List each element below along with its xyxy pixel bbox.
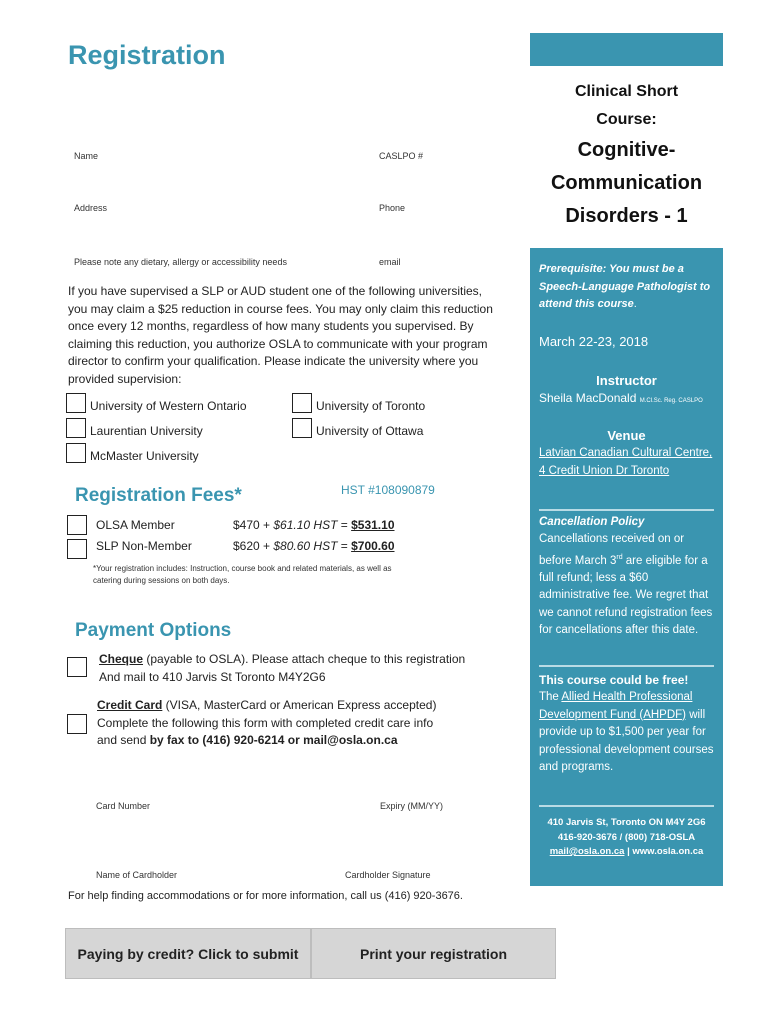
- hst-number: HST #108090879: [341, 483, 435, 497]
- card-number-field[interactable]: Card Number: [96, 801, 151, 811]
- sidebar-panel: [530, 248, 723, 886]
- contact-address: 410 Jarvis St, Toronto ON M4Y 2G6: [547, 817, 706, 828]
- checkbox-ottawa[interactable]: [292, 418, 312, 438]
- label-laurentian: Laurentian University: [90, 424, 203, 438]
- cancellation-policy: Cancellations received on or before March 3rd are eligible for a full refund; less a $60 administrative fee. We regret that we cannot refund registration fees for cancellations after this date.: [539, 533, 713, 637]
- course-line2: Course:: [596, 111, 657, 128]
- venue-link[interactable]: Latvian Canadian Cultural Centre, 4 Credit Union Dr Toronto: [539, 447, 713, 477]
- course-date: March 22-23, 2018: [539, 334, 649, 349]
- free-heading: This course could be free!: [539, 673, 689, 687]
- label-ottawa: University of Ottawa: [316, 424, 424, 438]
- supervision-text: If you have supervised a SLP or AUD student one of the following universities, you may claim a $25 reduction in course fees. You may only claim this reduction once every 12 months, regardless of how many students you supervised. By claiming this reduction, you authorize OSLA to communicate with your program director to confirm your qualification. Please indicate the university where you provided supervision:: [68, 284, 493, 386]
- separator: [539, 665, 714, 667]
- course-title-3: Disorders - 1: [565, 205, 688, 227]
- course-title-1: Cognitive-: [577, 139, 676, 161]
- label-western: University of Western Ontario: [90, 399, 247, 413]
- label-toronto: University of Toronto: [316, 399, 426, 413]
- course-line1: Clinical Short: [574, 83, 679, 100]
- checkbox-mcmaster[interactable]: [66, 443, 86, 463]
- checkbox-cheque[interactable]: [67, 657, 87, 677]
- checkbox-western[interactable]: [66, 393, 86, 413]
- dietary-field[interactable]: Please note any dietary, allergy or accessibility needs: [74, 257, 287, 267]
- sidebar-top-bar: [530, 33, 723, 66]
- venue-heading: Venue: [607, 428, 646, 443]
- separator: [539, 509, 714, 511]
- ahpdf-link[interactable]: Allied Health Professional Development Fund (AHPDF): [539, 691, 693, 721]
- checkbox-laurentian[interactable]: [66, 418, 86, 438]
- cardholder-signature-field[interactable]: Cardholder Signature: [345, 870, 431, 880]
- payment-heading: Payment Options: [75, 620, 232, 641]
- submit-button[interactable]: Paying by credit? Click to submit: [65, 928, 311, 979]
- checkbox-olsa-member[interactable]: [67, 515, 87, 535]
- fee-amount-non-member: $620 + $80.60 HST = $700.60: [233, 539, 395, 553]
- prerequisite: Prerequisite: You must be a Speech-Language Pathologist to attend this course.: [539, 263, 711, 310]
- ahpdf-text: The Allied Health Professional Development Fund (AHPDF) will provide up to $1,500 per year for professional development courses and programs.: [539, 691, 714, 773]
- address-field[interactable]: Address: [74, 203, 108, 213]
- help-text: For help finding accommodations or for more information, call us (416) 920-3676.: [68, 890, 463, 902]
- caslpo-field[interactable]: CASLPO #: [379, 151, 424, 161]
- fee-amount-member: $470 + $61.10 HST = $531.10: [233, 518, 395, 532]
- checkbox-non-member[interactable]: [67, 539, 87, 559]
- cheque-option: Cheque (payable to OSLA). Please attach cheque to this registration And mail to 410 Jarvis St Toronto M4Y2G6: [99, 652, 466, 684]
- page-title: Registration: [68, 40, 226, 70]
- course-title-2: Communication: [550, 172, 703, 194]
- email-field[interactable]: email: [379, 257, 401, 267]
- contact-email-link[interactable]: mail@osla.on.ca: [549, 846, 625, 857]
- fee-label-non-member: SLP Non-Member: [96, 539, 192, 553]
- label-mcmaster: McMaster University: [90, 449, 199, 463]
- credit-option: Credit Card (VISA, MasterCard or American Express accepted) Complete the following this form with completed credit care info and send by fax to (416) 920-6214 or mail@osla.on.ca: [97, 698, 437, 747]
- expiry-field[interactable]: Expiry (MM/YY): [380, 801, 443, 811]
- fees-heading: Registration Fees*: [75, 485, 242, 506]
- separator: [539, 805, 714, 807]
- website-link[interactable]: www.osla.on.ca: [632, 846, 704, 857]
- instructor: Sheila MacDonald M.Cl.Sc. Reg. CASLPO: [539, 391, 703, 405]
- contact-phones: 416-920-3676 / (800) 718-OSLA: [557, 831, 696, 843]
- cancellation-heading: Cancellation Policy: [539, 516, 645, 528]
- fees-note: *Your registration includes: Instruction, course book and related materials, as well as catering during sessions on both days.: [93, 564, 392, 585]
- course-title-block: [530, 78, 723, 233]
- fee-label-member: OLSA Member: [96, 518, 175, 532]
- name-field[interactable]: Name: [74, 151, 99, 161]
- checkbox-toronto[interactable]: [292, 393, 312, 413]
- print-button[interactable]: Print your registration: [311, 928, 556, 979]
- phone-field[interactable]: Phone: [379, 203, 406, 213]
- checkbox-credit[interactable]: [67, 714, 87, 734]
- cardholder-name-field[interactable]: Name of Cardholder: [96, 870, 178, 880]
- contact-block: 410 Jarvis St, Toronto ON M4Y 2G6 416-920-3676 / (800) 718-OSLA mail@osla.on.ca | www.osla.on.ca: [539, 816, 714, 860]
- instructor-heading: Instructor: [596, 373, 657, 388]
